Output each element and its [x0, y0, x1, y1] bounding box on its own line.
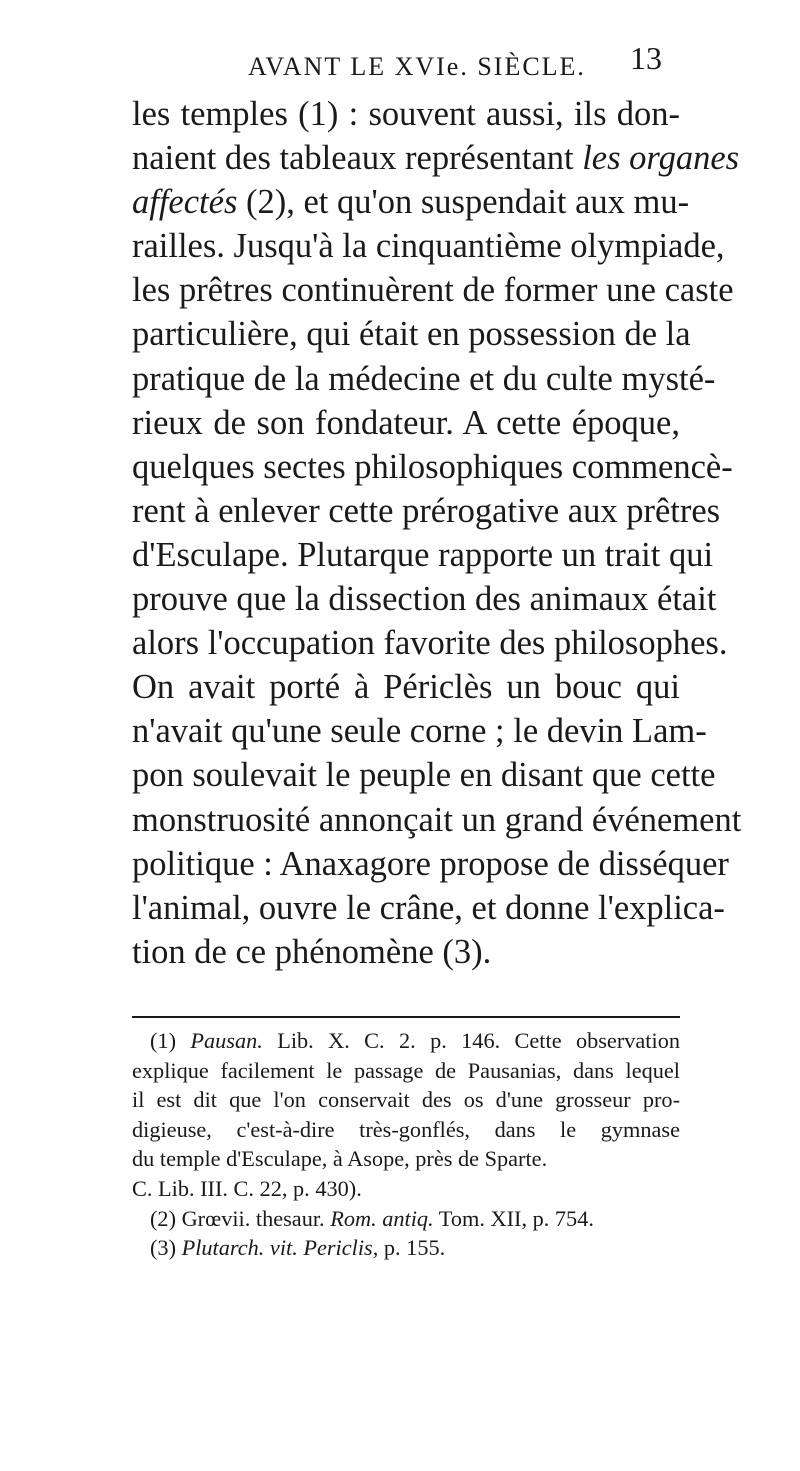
text-line-14: On avait porté à Périclès un bouc qui: [132, 668, 680, 707]
footnote-2-text: (2) Grœvii. thesaur.: [150, 1205, 331, 1231]
footnote-divider: [132, 1016, 680, 1018]
text-line-20: tion de ce phénomène (3).: [132, 932, 492, 971]
running-head: [248, 52, 668, 82]
text-line-3: [132, 180, 690, 224]
text-line-9: quelques sectes philosophiques commencè-: [132, 447, 733, 486]
footnote-2-ref: Tom. XII, p. 754.: [433, 1205, 594, 1231]
footnote-1-line-4: digieuse, c'est-à-dire très-gonflés, dans le gymnase: [132, 1116, 680, 1142]
text-line-8: rieux de son fondateur. A cette époque,: [132, 403, 680, 442]
text-line-1: les temples (1) : souvent aussi, ils don-: [132, 95, 680, 133]
text-line-5: les prêtres continuèrent de former une caste: [132, 271, 734, 310]
footnote-3-source: Plutarch. vit. Periclis: [181, 1235, 373, 1261]
text-line-13: alors l'occupation favorite des philosophes.: [132, 624, 728, 663]
text-line-19: l'animal, ouvre le crâne, et donne l'explica-: [132, 888, 725, 927]
text-line-17: monstruosité annonçait un grand événement: [132, 800, 742, 839]
italic-phrase-organes: les organes: [582, 139, 740, 178]
text-line-6: particulière, qui était en possession de la: [132, 315, 691, 354]
footnote-1-line-6: C. Lib. III. C. 22, p. 430).: [132, 1175, 362, 1201]
footnote-1-line-5: du temple d'Esculape, à Asope, près de Sparte.: [132, 1146, 548, 1172]
text-line-2-start: naient des tableaux représentant: [132, 139, 583, 178]
footnotes: [132, 1026, 680, 1263]
text-line-7: pratique de la médecine et du culte mysté-: [132, 359, 716, 398]
footnote-1-line-1: [132, 1026, 680, 1056]
footnote-1-line-3: il est dit que l'on conservait des os d'une grosseur pro-: [132, 1087, 680, 1113]
footnote-3: [132, 1233, 680, 1263]
body-text: [132, 92, 742, 974]
footnote-1-source: Pausan.: [190, 1028, 263, 1053]
footnote-1-text: Lib. X. C. 2. p. 146. Cette observation: [262, 1028, 680, 1053]
footnote-1-marker: (1): [150, 1028, 191, 1053]
text-line-4: railles. Jusqu'à la cinquantième olympiade,: [132, 227, 725, 266]
footnote-2: [132, 1204, 680, 1234]
text-line-15: n'avait qu'une seule corne ; le devin Lam-: [132, 712, 707, 751]
text-line-2: [132, 136, 740, 180]
running-head-title: AVANT LE XVIe. SIÈCLE.: [248, 52, 586, 81]
footnote-2-source: Rom. antiq.: [330, 1205, 434, 1231]
footnote-3-ref: , p. 155.: [372, 1235, 446, 1261]
text-line-10: rent à enlever cette prérogative aux prêtres: [132, 491, 721, 530]
text-line-12: prouve que la dissection des animaux était: [132, 580, 717, 619]
footnote-1-line-2: explique facilement le passage de Pausanias, dans lequel: [132, 1057, 680, 1083]
text-line-3-rest: (2), et qu'on suspendait aux mu-: [237, 183, 690, 222]
page-number: 13: [630, 40, 662, 76]
footnote-3-marker: (3): [150, 1235, 182, 1261]
text-line-16: pon soulevait le peuple en disant que cette: [132, 756, 716, 795]
text-line-11: d'Esculape. Plutarque rapporte un trait qui: [132, 535, 714, 574]
italic-word-affectes: affectés: [132, 183, 238, 222]
text-line-18: politique : Anaxagore propose de disséquer: [132, 844, 729, 883]
